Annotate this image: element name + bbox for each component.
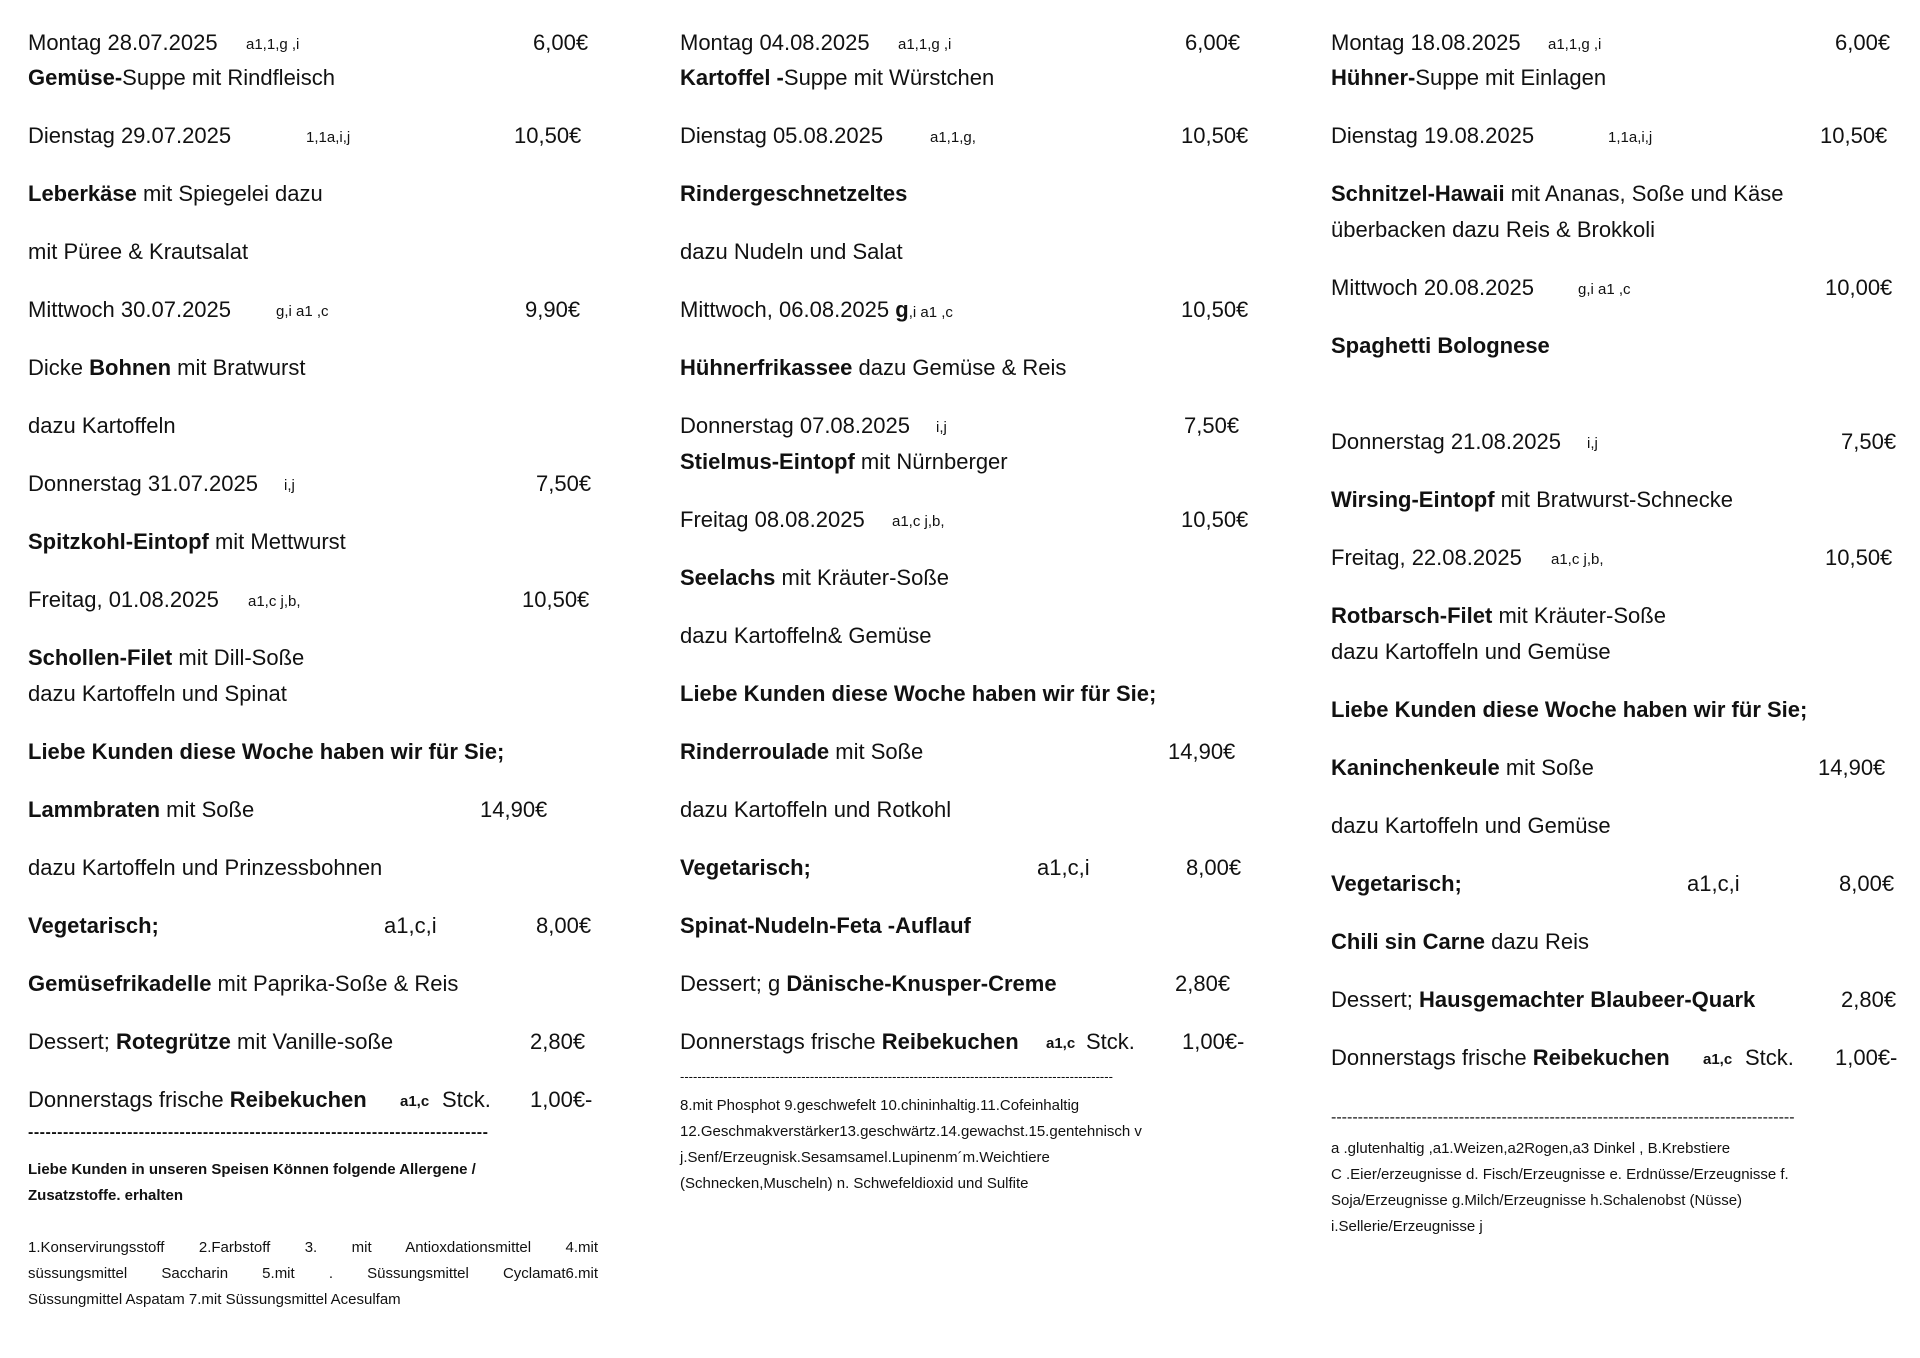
dish: Hühner-Suppe mit Einlagen bbox=[1331, 65, 1607, 90]
additives-legend: 1.Konservirungsstoff 2.Farbstoff 3. mit Antioxdationsmittel 4.mit bbox=[28, 1239, 598, 1256]
weekly-special-dish: Rinderroulade mit Soße bbox=[680, 739, 924, 764]
price: 10,50€ bbox=[1825, 545, 1893, 570]
menu-column-week-3 bbox=[1331, 0, 1911, 1358]
price: 1,00€- bbox=[530, 1087, 593, 1112]
day-header: Dienstag 19.08.2025 bbox=[1331, 123, 1535, 148]
dessert: Dessert; Rotegrütze mit Vanille-soße bbox=[28, 1029, 394, 1054]
price: 10,50€ bbox=[1181, 507, 1249, 532]
allergen-codes: a1,c j,b, bbox=[892, 513, 945, 530]
day-header: Mittwoch 20.08.2025 bbox=[1331, 275, 1535, 300]
dish: Wirsing-Eintopf mit Bratwurst-Schnecke bbox=[1331, 487, 1733, 512]
day-header: Freitag, 22.08.2025 bbox=[1331, 545, 1522, 570]
dish-sides: dazu Kartoffeln und Gemüse bbox=[1331, 639, 1611, 664]
dish: Spitzkohl-Eintopf mit Mettwurst bbox=[28, 529, 346, 554]
additives-legend: j.Senf/Erzeugnisk.Sesamsamel.Lupinenm´m.Weichtiere bbox=[680, 1149, 1050, 1166]
allergen-codes: i,j bbox=[936, 419, 947, 436]
price: 1,00€- bbox=[1182, 1029, 1245, 1054]
vegetarian-dish: Spinat-Nudeln-Feta -Auflauf bbox=[680, 913, 971, 938]
allergen-codes: a1,1,g ,i bbox=[1548, 36, 1602, 53]
day-header: Montag 04.08.2025 bbox=[680, 30, 870, 55]
allergen-note: Zusatzstoffe. erhalten bbox=[28, 1187, 184, 1204]
day-header: Dienstag 29.07.2025 bbox=[28, 123, 232, 148]
day-header: Donnerstag 31.07.2025 bbox=[28, 471, 258, 496]
dish: Seelachs mit Kräuter-Soße bbox=[680, 565, 950, 590]
allergen-legend: C .Eier/erzeugnisse d. Fisch/Erzeugnisse e. Erdnüsse/Erzeugnisse f. bbox=[1331, 1166, 1789, 1183]
vegetarian-label: Vegetarisch; bbox=[1331, 871, 1462, 896]
price: 14,90€ bbox=[1168, 739, 1236, 764]
day-header: Freitag, 01.08.2025 bbox=[28, 587, 219, 612]
price: 8,00€ bbox=[1186, 855, 1242, 880]
price: 10,50€ bbox=[514, 123, 582, 148]
vegetarian-dish: Gemüsefrikadelle mit Paprika-Soße & Reis bbox=[28, 971, 459, 996]
price: 7,50€ bbox=[1841, 429, 1897, 454]
dish-sides: dazu Kartoffeln& Gemüse bbox=[680, 623, 932, 648]
dish-sides: dazu Nudeln und Salat bbox=[680, 239, 903, 264]
price: 10,00€ bbox=[1825, 275, 1893, 300]
dish: Hühnerfrikassee dazu Gemüse & Reis bbox=[680, 355, 1067, 380]
dish: Rotbarsch-Filet mit Kräuter-Soße bbox=[1331, 603, 1666, 628]
price: 10,50€ bbox=[1820, 123, 1888, 148]
price: 8,00€ bbox=[536, 913, 592, 938]
price: 10,50€ bbox=[1181, 123, 1249, 148]
allergen-codes: a1,c,i bbox=[384, 913, 437, 938]
allergen-codes: a1,1,g, bbox=[930, 129, 976, 146]
day-header: Donnerstag 21.08.2025 bbox=[1331, 429, 1561, 454]
price: 6,00€ bbox=[533, 30, 589, 55]
allergen-note: Liebe Kunden in unseren Speisen Können folgende Allergene / bbox=[28, 1161, 476, 1178]
dish: Dicke Bohnen mit Bratwurst bbox=[28, 355, 306, 380]
day-header: Freitag 08.08.2025 bbox=[680, 507, 865, 532]
weekly-special-dish: Lammbraten mit Soße bbox=[28, 797, 255, 822]
allergen-codes: 1,1a,i,j bbox=[306, 129, 351, 146]
weekly-special-title: Liebe Kunden diese Woche haben wir für Sie; bbox=[28, 739, 505, 764]
allergen-codes: a1,c bbox=[1046, 1035, 1076, 1052]
additives-legend: (Schnecken,Muscheln) n. Schwefeldioxid und Sulfite bbox=[680, 1175, 1029, 1192]
dish: Leberkäse mit Spiegelei dazu bbox=[28, 181, 323, 206]
additives-legend: süssungsmittel Saccharin 5.mit . Süssungsmittel Cyclamat6.mit bbox=[28, 1265, 598, 1282]
price: 2,80€ bbox=[530, 1029, 586, 1054]
day-header: Montag 28.07.2025 bbox=[28, 30, 218, 55]
day-header: Mittwoch 30.07.2025 bbox=[28, 297, 232, 322]
dish-sides: überbacken dazu Reis & Brokkoli bbox=[1331, 217, 1656, 242]
separator: ---------------------------------------------------------------------------------------------------- bbox=[680, 1069, 1113, 1084]
allergen-codes: a1,1,g ,i bbox=[246, 36, 300, 53]
allergen-codes: a1,c bbox=[400, 1093, 430, 1110]
price: 14,90€ bbox=[1818, 755, 1886, 780]
vegetarian-dish: Chili sin Carne dazu Reis bbox=[1331, 929, 1589, 954]
price: 9,90€ bbox=[525, 297, 581, 322]
allergen-codes: a1,1,g ,i bbox=[898, 36, 952, 53]
allergen-codes: a1,c,i bbox=[1687, 871, 1740, 896]
day-header: Donnerstag 07.08.2025 bbox=[680, 413, 910, 438]
dessert: Dessert; Hausgemachter Blaubeer-Quark bbox=[1331, 987, 1756, 1012]
price: 10,50€ bbox=[1181, 297, 1249, 322]
dish-sides: dazu Kartoffeln und Spinat bbox=[28, 681, 287, 706]
price: 7,50€ bbox=[1184, 413, 1240, 438]
dish-sides: dazu Kartoffeln und Prinzessbohnen bbox=[28, 855, 383, 880]
dish: Schnitzel-Hawaii mit Ananas, Soße und Käse bbox=[1331, 181, 1784, 206]
unit: Stck. bbox=[1745, 1045, 1794, 1070]
price: 7,50€ bbox=[536, 471, 592, 496]
allergen-codes: g,i a1 ,c bbox=[1578, 281, 1631, 298]
unit: Stck. bbox=[1086, 1029, 1135, 1054]
price: 6,00€ bbox=[1185, 30, 1241, 55]
allergen-codes: a1,c j,b, bbox=[1551, 551, 1604, 568]
additives-legend: 8.mit Phosphot 9.geschwefelt 10.chininhaltig.11.Cofeinhaltig bbox=[680, 1097, 1080, 1114]
allergen-codes: i,j bbox=[284, 477, 295, 494]
day-header: Dienstag 05.08.2025 bbox=[680, 123, 884, 148]
allergen-legend: Soja/Erzeugnisse g.Milch/Erzeugnisse h.Schalenobst (Nüsse) bbox=[1331, 1192, 1743, 1209]
vegetarian-label: Vegetarisch; bbox=[680, 855, 811, 880]
menu-column-week-1 bbox=[28, 0, 608, 1358]
weekly-special-title: Liebe Kunden diese Woche haben wir für Sie; bbox=[680, 681, 1157, 706]
allergen-legend: i.Sellerie/Erzeugnisse j bbox=[1331, 1218, 1483, 1235]
dish-sides: dazu Kartoffeln und Rotkohl bbox=[680, 797, 952, 822]
menu-column-week-2 bbox=[680, 0, 1260, 1358]
day-header: Mittwoch, 06.08.2025 g,i a1 ,c bbox=[680, 297, 953, 322]
vegetarian-label: Vegetarisch; bbox=[28, 913, 159, 938]
price: 14,90€ bbox=[480, 797, 548, 822]
dish: Kartoffel -Suppe mit Würstchen bbox=[680, 65, 995, 90]
price: 8,00€ bbox=[1839, 871, 1895, 896]
dish-sides: dazu Kartoffeln und Gemüse bbox=[1331, 813, 1611, 838]
dessert: Dessert; g Dänische-Knusper-Creme bbox=[680, 971, 1057, 996]
additives-legend: 12.Geschmakverstärker13.geschwärtz.14.gewachst.15.gentehnisch v bbox=[680, 1123, 1142, 1140]
allergen-codes: a1,c j,b, bbox=[248, 593, 301, 610]
dish: Gemüse-Suppe mit Rindfleisch bbox=[28, 65, 335, 90]
price: 10,50€ bbox=[522, 587, 590, 612]
reibekuchen-offer: Donnerstags frische Reibekuchen bbox=[680, 1029, 1019, 1054]
dish: Stielmus-Eintopf mit Nürnberger bbox=[680, 449, 1008, 474]
separator: ------------------------------------------------------------------------------- bbox=[28, 1124, 489, 1141]
separator: --------------------------------------------------------------------------------------- bbox=[1331, 1109, 1795, 1126]
dish-sides: mit Püree & Krautsalat bbox=[28, 239, 249, 264]
price: 6,00€ bbox=[1835, 30, 1891, 55]
dish: Spaghetti Bolognese bbox=[1331, 333, 1550, 358]
allergen-legend: a .glutenhaltig ,a1.Weizen,a2Rogen,a3 Dinkel , B.Krebstiere bbox=[1331, 1140, 1731, 1157]
day-header: Montag 18.08.2025 bbox=[1331, 30, 1521, 55]
weekly-special-title: Liebe Kunden diese Woche haben wir für Sie; bbox=[1331, 697, 1808, 722]
reibekuchen-offer: Donnerstags frische Reibekuchen bbox=[1331, 1045, 1670, 1070]
weekly-special-dish: Kaninchenkeule mit Soße bbox=[1331, 755, 1594, 780]
unit: Stck. bbox=[442, 1087, 491, 1112]
dish-sides: dazu Kartoffeln bbox=[28, 413, 176, 438]
dish: Rindergeschnetzeltes bbox=[680, 181, 908, 206]
reibekuchen-offer: Donnerstags frische Reibekuchen bbox=[28, 1087, 367, 1112]
price: 1,00€- bbox=[1835, 1045, 1898, 1070]
price: 2,80€ bbox=[1841, 987, 1897, 1012]
allergen-codes: a1,c bbox=[1703, 1051, 1733, 1068]
allergen-codes: g,i a1 ,c bbox=[276, 303, 329, 320]
allergen-codes: 1,1a,i,j bbox=[1608, 129, 1653, 146]
additives-legend: Süssungmittel Aspatam 7.mit Süssungsmittel Acesulfam bbox=[28, 1291, 401, 1308]
allergen-codes: i,j bbox=[1587, 435, 1598, 452]
dish: Schollen-Filet mit Dill-Soße bbox=[28, 645, 305, 670]
price: 2,80€ bbox=[1175, 971, 1231, 996]
allergen-codes: a1,c,i bbox=[1037, 855, 1090, 880]
